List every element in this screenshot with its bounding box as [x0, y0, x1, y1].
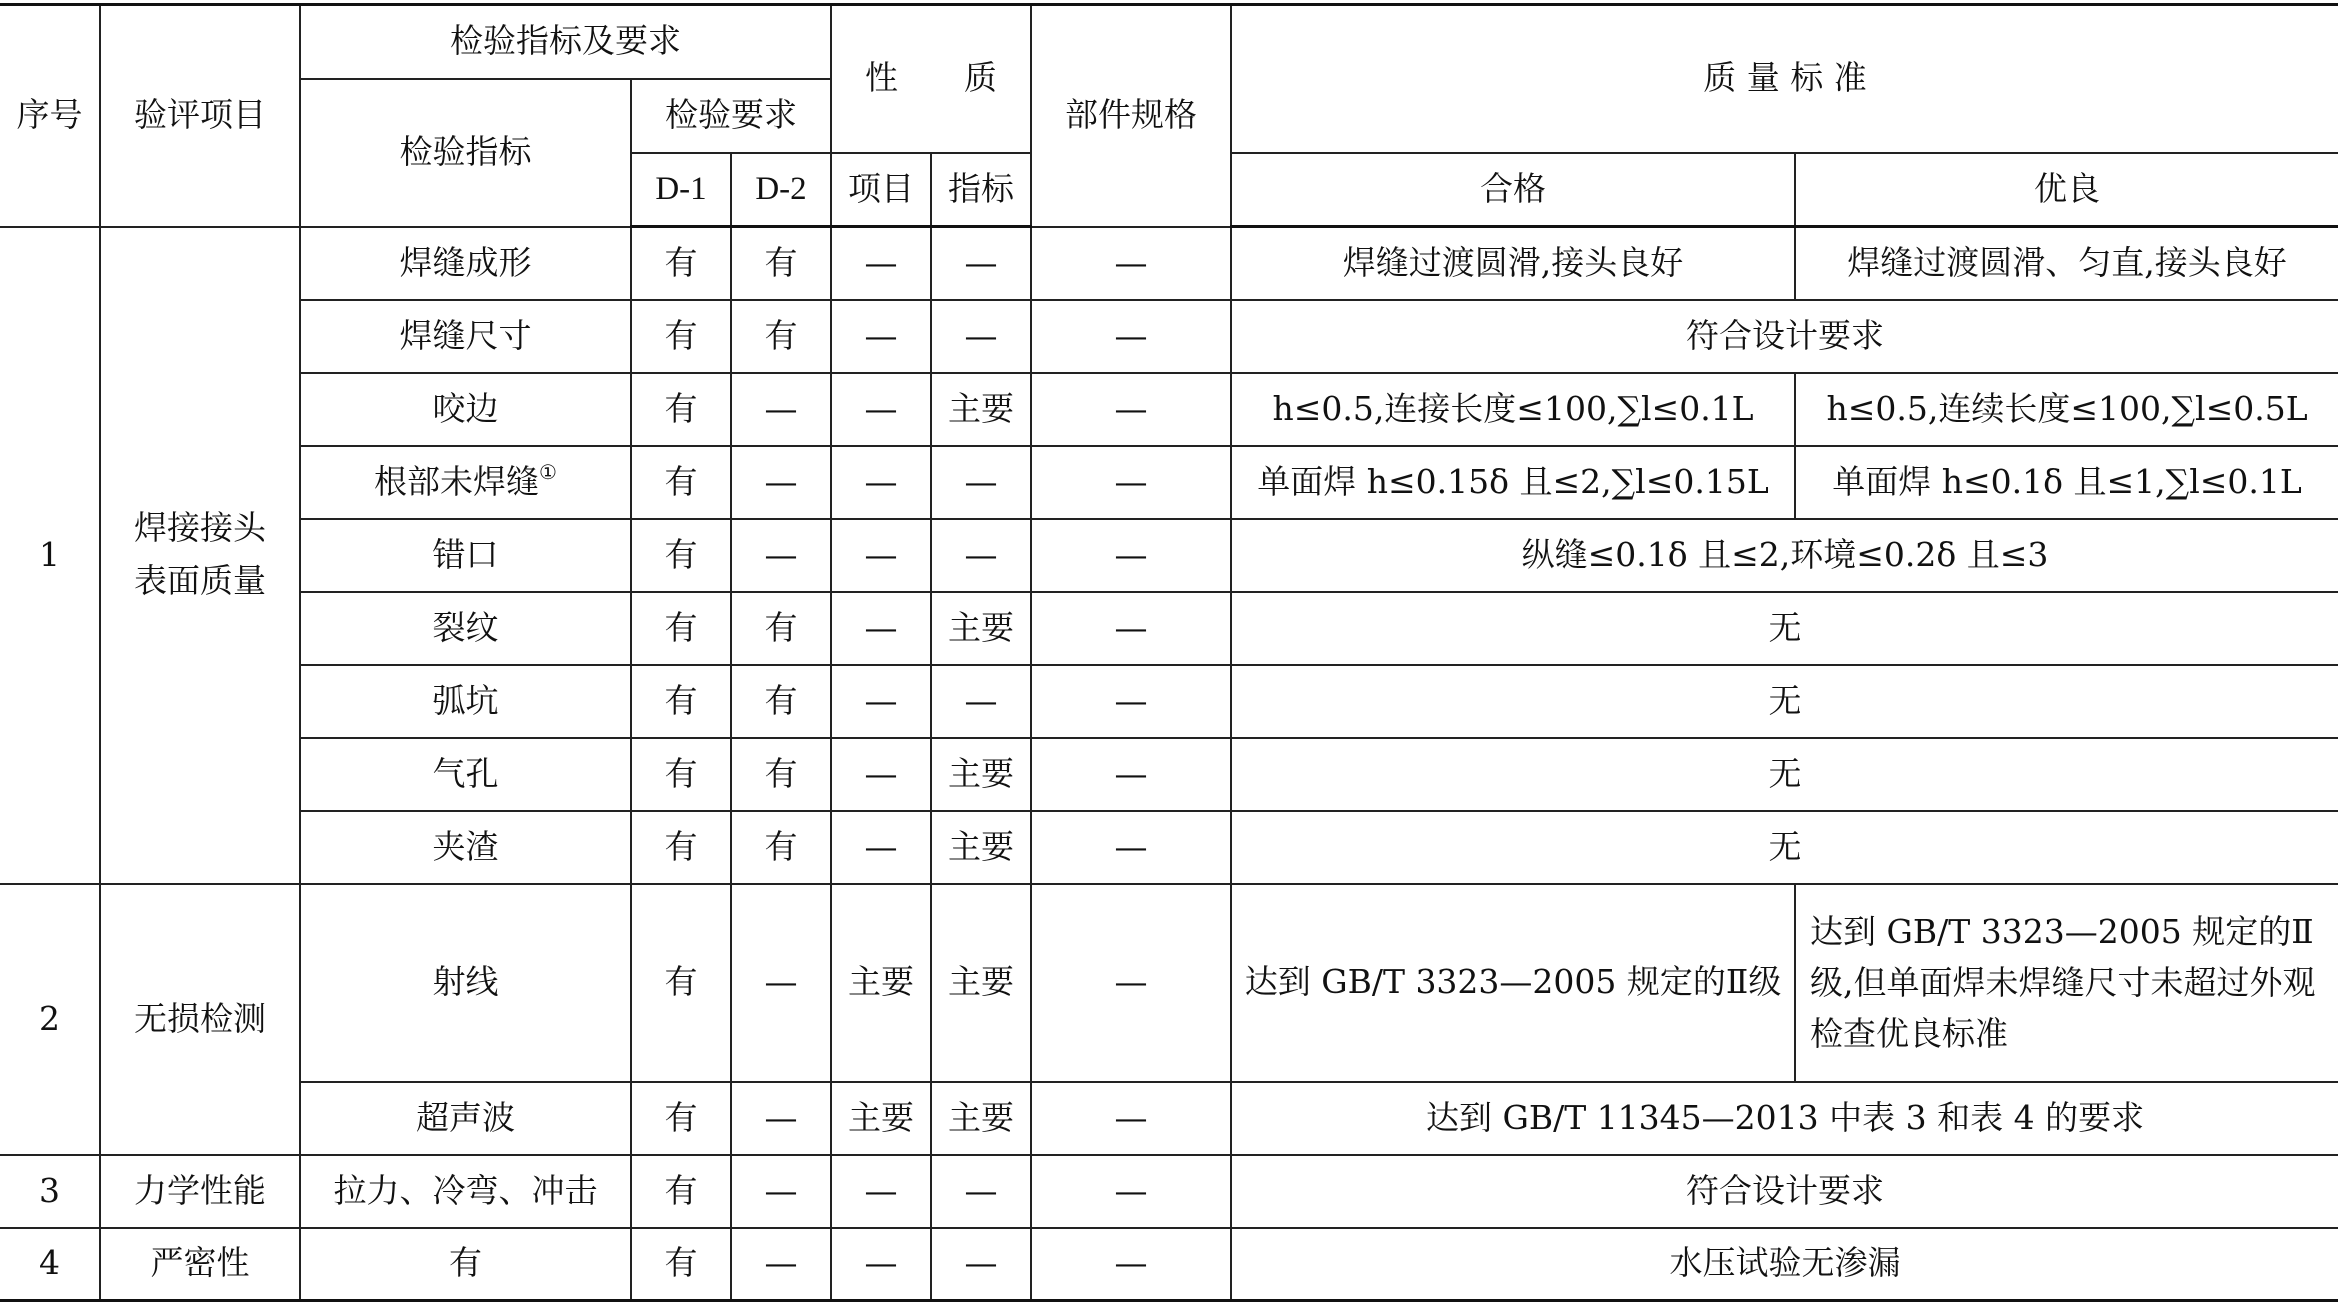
pass-cell: 单面焊 h≤0.15δ 且≤2,∑l≤0.15L [1231, 446, 1795, 519]
indicator-cell: 夹渣 [300, 811, 631, 884]
nature-item-cell: — [831, 665, 931, 738]
part-spec-cell: — [1031, 884, 1231, 1082]
d1-cell: 有 [631, 1228, 731, 1301]
header-good: 优良 [1795, 153, 2338, 227]
table-row [0, 1155, 2338, 1228]
d1-cell: 有 [631, 446, 731, 519]
nature-item-cell: — [831, 738, 931, 811]
indicator-cell: 弧坑 [300, 665, 631, 738]
indicator-cell: 焊缝成形 [300, 227, 631, 300]
indicator-cell: 气孔 [300, 738, 631, 811]
quality-standard-table [0, 3, 2338, 1302]
group-item: 焊接接头表面质量 [100, 227, 300, 884]
d2-cell: 有 [731, 592, 831, 665]
quality-standard-cell: 纵缝≤0.1δ 且≤2,环境≤0.2δ 且≤3 [1231, 519, 2338, 592]
d2-cell: 有 [731, 300, 831, 373]
group-seq: 1 [0, 227, 100, 884]
nature-indicator-cell: — [931, 519, 1031, 592]
header-d1: D-1 [631, 153, 731, 227]
part-spec-cell: — [1031, 811, 1231, 884]
part-spec-cell: — [1031, 227, 1231, 300]
nature-indicator-cell: 主要 [931, 592, 1031, 665]
quality-standard-cell: 无 [1231, 738, 2338, 811]
table-row [0, 592, 2338, 665]
header-part-spec: 部件规格 [1031, 5, 1231, 227]
table-row [0, 300, 2338, 373]
pass-cell: 达到 GB/T 3323—2005 规定的Ⅱ级 [1231, 884, 1795, 1082]
good-cell: 单面焊 h≤0.1δ 且≤1,∑l≤0.1L [1795, 446, 2338, 519]
d2-cell: 有 [731, 665, 831, 738]
d2-cell: — [731, 1082, 831, 1155]
quality-standard-cell: 无 [1231, 665, 2338, 738]
pass-cell: h≤0.5,连接长度≤100,∑l≤0.1L [1231, 373, 1795, 446]
part-spec-cell: — [1031, 1155, 1231, 1228]
d1-cell: 有 [631, 811, 731, 884]
table-row [0, 884, 2338, 1082]
indicator-cell: 咬边 [300, 373, 631, 446]
table-row [0, 446, 2338, 519]
nature-indicator-cell: 主要 [931, 1082, 1031, 1155]
d1-cell: 有 [631, 592, 731, 665]
d1-cell: 有 [631, 665, 731, 738]
d2-cell: 有 [731, 811, 831, 884]
part-spec-cell: — [1031, 1082, 1231, 1155]
d2-cell: — [731, 1228, 831, 1301]
nature-indicator-cell: — [931, 300, 1031, 373]
table-row [0, 1082, 2338, 1155]
group-seq: 2 [0, 884, 100, 1155]
indicator-cell: 根部未焊缝① [300, 446, 631, 519]
d2-cell: 有 [731, 738, 831, 811]
part-spec-cell: — [1031, 738, 1231, 811]
d1-cell: 有 [631, 519, 731, 592]
indicator-cell: 错口 [300, 519, 631, 592]
header-quality-group: 质 量 标 准 [1231, 5, 2338, 153]
quality-standard-cell: 无 [1231, 592, 2338, 665]
part-spec-cell: — [1031, 1228, 1231, 1301]
pass-cell: 焊缝过渡圆滑,接头良好 [1231, 227, 1795, 300]
d1-cell: 有 [631, 738, 731, 811]
indicator-cell: 有 [300, 1228, 631, 1301]
header-requirement-group: 检验要求 [631, 79, 831, 153]
d2-cell: — [731, 446, 831, 519]
nature-item-cell: — [831, 1228, 931, 1301]
table-row [0, 227, 2338, 300]
nature-item-cell: — [831, 1155, 931, 1228]
indicator-cell: 焊缝尺寸 [300, 300, 631, 373]
table-row [0, 738, 2338, 811]
indicator-cell: 超声波 [300, 1082, 631, 1155]
header-d2: D-2 [731, 153, 831, 227]
quality-standard-cell: 无 [1231, 811, 2338, 884]
d1-cell: 有 [631, 1155, 731, 1228]
nature-indicator-cell: — [931, 227, 1031, 300]
nature-indicator-cell: — [931, 446, 1031, 519]
nature-item-cell: — [831, 519, 931, 592]
nature-item-cell: 主要 [831, 884, 931, 1082]
header-seq: 序号 [0, 5, 100, 227]
quality-standard-cell: 水压试验无渗漏 [1231, 1228, 2338, 1301]
indicator-cell: 裂纹 [300, 592, 631, 665]
d1-cell: 有 [631, 300, 731, 373]
part-spec-cell: — [1031, 446, 1231, 519]
nature-indicator-cell: — [931, 1228, 1031, 1301]
nature-item-cell: — [831, 373, 931, 446]
nature-indicator-cell: 主要 [931, 373, 1031, 446]
part-spec-cell: — [1031, 373, 1231, 446]
part-spec-cell: — [1031, 592, 1231, 665]
table-row [0, 1228, 2338, 1301]
quality-standard-cell: 符合设计要求 [1231, 1155, 2338, 1228]
d2-cell: — [731, 884, 831, 1082]
d2-cell: — [731, 373, 831, 446]
nature-indicator-cell: 主要 [931, 811, 1031, 884]
d1-cell: 有 [631, 373, 731, 446]
part-spec-cell: — [1031, 665, 1231, 738]
table-row [0, 811, 2338, 884]
part-spec-cell: — [1031, 300, 1231, 373]
good-cell: h≤0.5,连续长度≤100,∑l≤0.5L [1795, 373, 2338, 446]
group-item: 力学性能 [100, 1155, 300, 1228]
nature-indicator-cell: 主要 [931, 738, 1031, 811]
d1-cell: 有 [631, 884, 731, 1082]
table-row [0, 373, 2338, 446]
group-seq: 4 [0, 1228, 100, 1301]
header-nature-indicator: 指标 [931, 153, 1031, 227]
group-item: 严密性 [100, 1228, 300, 1301]
good-cell: 达到 GB/T 3323—2005 规定的Ⅱ级,但单面焊未焊缝尺寸未超过外观检查优良标准 [1795, 884, 2338, 1082]
d2-cell: 有 [731, 227, 831, 300]
d1-cell: 有 [631, 227, 731, 300]
part-spec-cell: — [1031, 519, 1231, 592]
header-nature-group: 性 质 [831, 5, 1031, 153]
header-indicators-group: 检验指标及要求 [300, 5, 831, 79]
nature-indicator-cell: 主要 [931, 884, 1031, 1082]
group-item: 无损检测 [100, 884, 300, 1155]
indicator-cell: 拉力、冷弯、冲击 [300, 1155, 631, 1228]
table-row [0, 665, 2338, 738]
indicator-cell: 射线 [300, 884, 631, 1082]
good-cell: 焊缝过渡圆滑、匀直,接头良好 [1795, 227, 2338, 300]
nature-indicator-cell: — [931, 665, 1031, 738]
nature-item-cell: — [831, 811, 931, 884]
nature-item-cell: 主要 [831, 1082, 931, 1155]
header-indicator: 检验指标 [300, 79, 631, 227]
group-seq: 3 [0, 1155, 100, 1228]
footnote-marker: ① [539, 459, 557, 484]
header-pass: 合格 [1231, 153, 1795, 227]
table-row [0, 519, 2338, 592]
d2-cell: — [731, 1155, 831, 1228]
header-item: 验评项目 [100, 5, 300, 227]
nature-item-cell: — [831, 446, 931, 519]
nature-item-cell: — [831, 227, 931, 300]
nature-item-cell: — [831, 300, 931, 373]
quality-standard-cell: 达到 GB/T 11345—2013 中表 3 和表 4 的要求 [1231, 1082, 2338, 1155]
quality-standard-cell: 符合设计要求 [1231, 300, 2338, 373]
nature-item-cell: — [831, 592, 931, 665]
nature-indicator-cell: — [931, 1155, 1031, 1228]
d2-cell: — [731, 519, 831, 592]
d1-cell: 有 [631, 1082, 731, 1155]
header-nature-item: 项目 [831, 153, 931, 227]
